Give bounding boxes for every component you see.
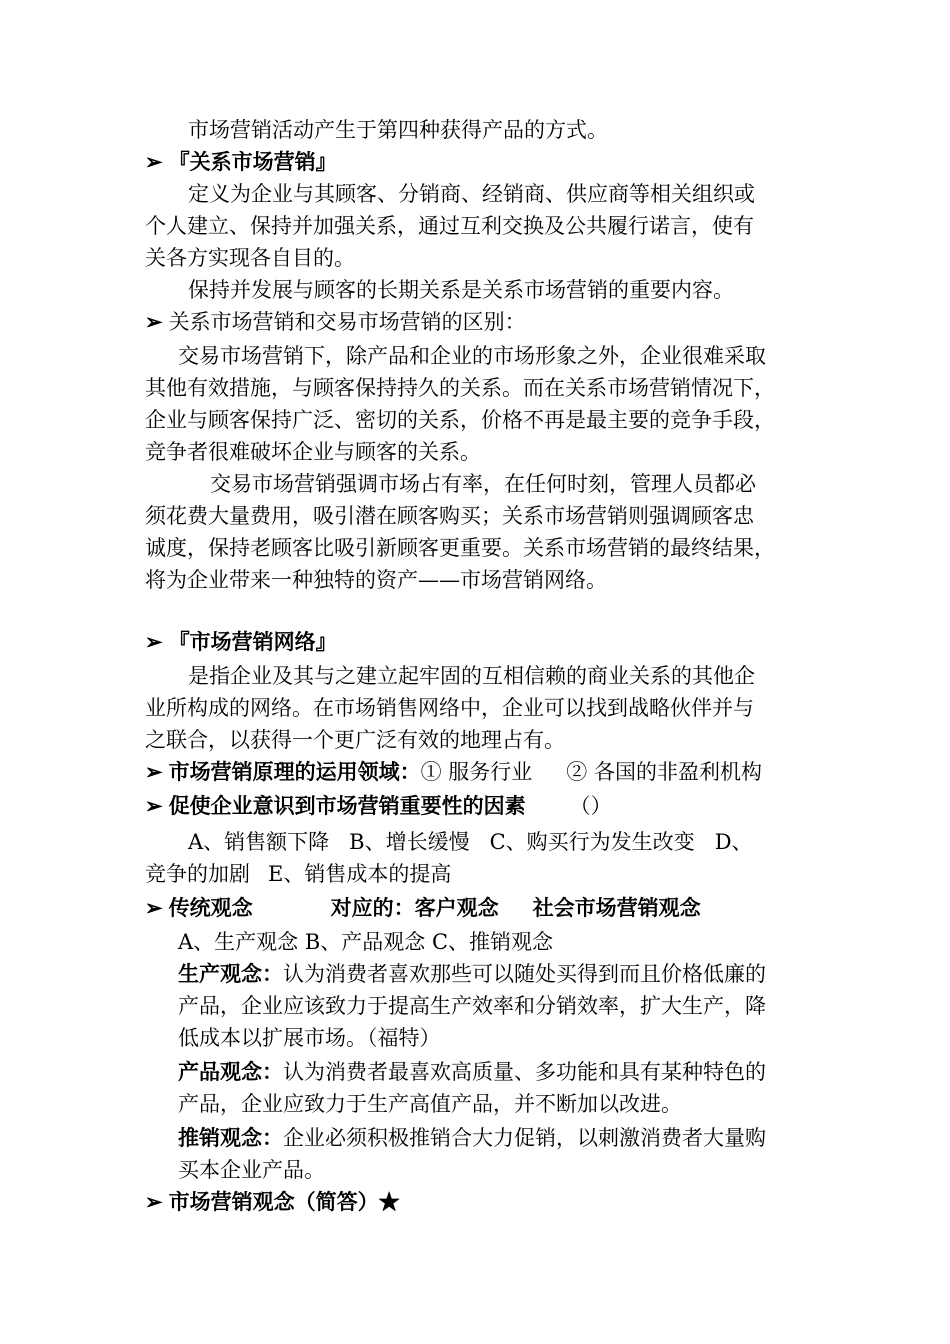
heading-text: 『市场营销网络』 <box>168 629 337 654</box>
paragraph-line: 个人建立、保持并加强关系，通过互利交换及公共履行诺言，使有 <box>145 214 754 238</box>
heading-text: 『关系市场营销』 <box>168 149 337 174</box>
application-areas-line <box>145 756 762 788</box>
arrow-bullet-icon: ➢ <box>145 1189 163 1214</box>
paragraph-line: 低成本以扩展市场。（福特） <box>178 1026 441 1050</box>
definition-line <box>178 1122 766 1154</box>
definition-line <box>178 1056 766 1088</box>
paragraph-line: 买本企业产品。 <box>178 1158 325 1182</box>
concepts-heading <box>145 892 701 924</box>
heading-text: 关系市场营销和交易市场营销的区别： <box>168 310 526 334</box>
paragraph-line: 定义为企业与其顾客、分销商、经销商、供应商等相关组织或 <box>188 182 755 206</box>
term-label: 产品观念： <box>178 1059 283 1084</box>
paragraph-line: 其他有效措施，与顾客保持持久的关系。而在关系市场营销情况下， <box>145 376 775 400</box>
heading-text: 社会市场营销观念 <box>532 895 701 920</box>
section-heading <box>145 1186 400 1218</box>
section-heading <box>145 626 337 658</box>
paragraph-line: 交易市场营销强调市场占有率，在任何时刻，管理人员都必 <box>210 472 756 496</box>
option-b: B、增长缓慢 <box>349 830 470 854</box>
paragraph-line: 企业与顾客保持广泛、密切的关系，价格不再是最主要的竞争手段， <box>145 408 775 432</box>
question-heading <box>145 790 612 822</box>
paragraph-line: 将为企业带来一种独特的资产——市场营销网络。 <box>145 568 607 592</box>
paragraph-line: 诚度，保持老顾客比吸引新顾客更重要。关系市场营销的最终结果， <box>145 536 775 560</box>
sub-heading <box>145 306 526 338</box>
arrow-bullet-icon: ➢ <box>145 309 163 334</box>
answer-blank: （） <box>569 794 612 818</box>
paragraph-line: 竞争者很难破坏企业与顾客的关系。 <box>145 440 481 464</box>
options-line <box>188 826 753 858</box>
heading-text: 市场营销原理的运用领域： <box>168 759 421 784</box>
heading-text: 促使企业意识到市场营销重要性的因素 <box>168 793 526 818</box>
arrow-bullet-icon: ➢ <box>145 895 163 920</box>
paragraph-line: 是指企业及其与之建立起牢固的互相信赖的商业关系的其他企 <box>188 664 755 688</box>
options-line <box>145 858 451 890</box>
arrow-bullet-icon: ➢ <box>145 793 163 818</box>
term-text: 企业必须积极推销合大力促销，以刺激消费者大量购 <box>283 1126 766 1150</box>
term-text: 认为消费者喜欢那些可以随处买得到而且价格低廉的 <box>283 962 766 986</box>
option-a: A、销售额下降 <box>188 830 330 854</box>
paragraph-line: 产品，企业应致力于生产高值产品，并不断加以改进。 <box>178 1092 682 1116</box>
paragraph-line: 业所构成的网络。在市场销售网络中，企业可以找到战略伙伴并与 <box>145 696 754 720</box>
term-label: 生产观念： <box>178 961 283 986</box>
arrow-bullet-icon: ➢ <box>145 149 163 174</box>
paragraph-line: 须花费大量费用，吸引潜在顾客购买；关系市场营销则强调顾客忠 <box>145 504 754 528</box>
heading-text: 对应的：客户观念 <box>330 895 499 920</box>
option-d-text: 竞争的加剧 <box>145 862 250 886</box>
list-item: ① 服务行业 <box>420 760 533 784</box>
section-heading <box>145 146 337 178</box>
arrow-bullet-icon: ➢ <box>145 759 163 784</box>
paragraph-line: 之联合，以获得一个更广泛有效的地理占有。 <box>145 728 565 752</box>
option-d: D、 <box>714 830 753 854</box>
paragraph-line: 产品，企业应该致力于提高生产效率和分销效率，扩大生产，降 <box>178 994 766 1018</box>
term-text: 认为消费者最喜欢高质量、多功能和具有某种特色的 <box>283 1060 766 1084</box>
paragraph-line: 关各方实现各自目的。 <box>145 246 355 270</box>
option-e: E、销售成本的提高 <box>268 862 452 886</box>
option-c: C、购买行为发生改变 <box>489 830 695 854</box>
heading-text: 传统观念 <box>168 895 253 920</box>
term-label: 推销观念： <box>178 1125 283 1150</box>
paragraph-line: 保持并发展与顾客的长期关系是关系市场营销的重要内容。 <box>188 278 734 302</box>
definition-line <box>178 958 766 990</box>
heading-text: 市场营销观念（简答）★ <box>168 1189 400 1214</box>
list-item: ② 各国的非盈利机构 <box>566 760 762 784</box>
paragraph-line: 市场营销活动产生于第四种获得产品的方式。 <box>188 118 608 142</box>
arrow-bullet-icon: ➢ <box>145 629 163 654</box>
paragraph-line: A、生产观念 B、产品观念 C、推销观念 <box>178 930 554 954</box>
paragraph-line: 交易市场营销下，除产品和企业的市场形象之外，企业很难采取 <box>178 344 766 368</box>
